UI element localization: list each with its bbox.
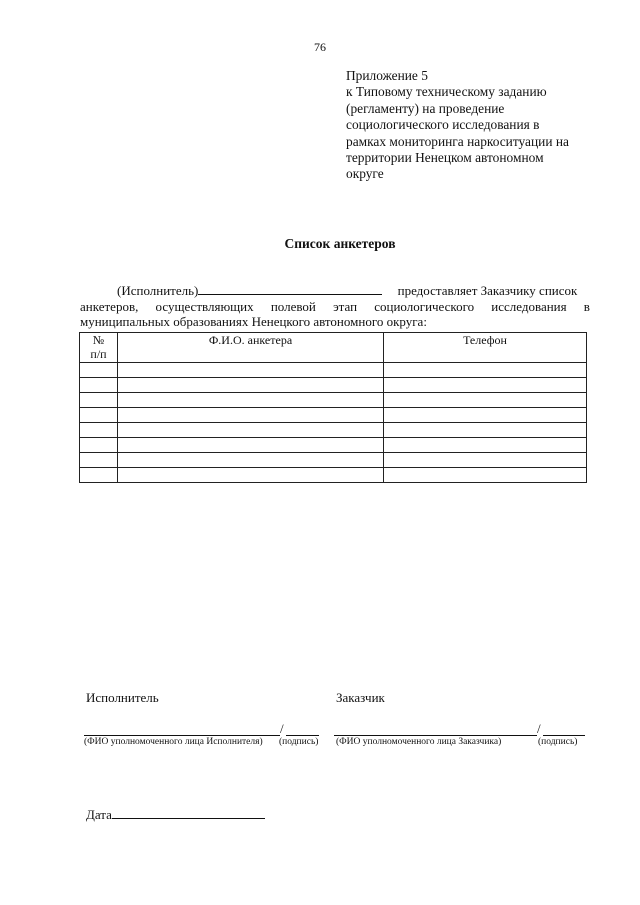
executor-label: (Исполнитель) <box>117 283 199 298</box>
intro-word: осуществляющих <box>155 298 254 314</box>
table-row <box>80 393 587 408</box>
row-name-cell[interactable] <box>118 378 384 393</box>
col-name-header: Ф.И.О. анкетера <box>118 333 384 363</box>
customer-sign-caption: (подпись) <box>538 737 578 747</box>
col-phone-header: Телефон <box>384 333 587 363</box>
row-phone-cell[interactable] <box>384 438 587 453</box>
table-body <box>80 363 587 483</box>
intro-line3: муниципальных образованиях Ненецкого автономного округа: <box>80 314 427 329</box>
appendix-line: территории Ненецком автономном <box>346 150 544 166</box>
table-header-row <box>80 333 587 363</box>
table-row <box>80 468 587 483</box>
executor-sign-caption: (подпись) <box>279 737 319 747</box>
intro-word: полевой <box>270 298 316 314</box>
table-row <box>80 408 587 423</box>
date-label: Дата <box>86 807 112 822</box>
customer-slash: / <box>537 721 541 736</box>
customer-name-line[interactable] <box>334 734 537 736</box>
row-phone-cell[interactable] <box>384 393 587 408</box>
row-number-cell[interactable] <box>80 408 118 423</box>
row-phone-cell[interactable] <box>384 423 587 438</box>
table-row <box>80 423 587 438</box>
page-number: 76 <box>314 40 326 54</box>
appendix-line: рамках мониторинга наркоситуации на <box>346 133 569 149</box>
executor-signature-label: Исполнитель <box>86 690 159 705</box>
date-blank[interactable] <box>112 806 265 819</box>
intro-word: исследования <box>491 298 567 314</box>
row-phone-cell[interactable] <box>384 453 587 468</box>
row-phone-cell[interactable] <box>384 378 587 393</box>
row-name-cell[interactable] <box>118 468 384 483</box>
row-number-cell[interactable] <box>80 468 118 483</box>
row-name-cell[interactable] <box>118 408 384 423</box>
date-field <box>86 806 265 823</box>
intro-word: этап <box>333 298 358 314</box>
row-number-cell[interactable] <box>80 423 118 438</box>
appendix-line: социологического исследования в <box>346 117 540 133</box>
executor-slash: / <box>280 721 284 736</box>
intro-word: социологического <box>374 298 475 314</box>
customer-signature-line[interactable] <box>543 734 585 736</box>
row-phone-cell[interactable] <box>384 363 587 378</box>
table-row <box>80 378 587 393</box>
row-phone-cell[interactable] <box>384 408 587 423</box>
intro-paragraph <box>80 282 590 330</box>
appendix-line: (регламенту) на проведение <box>346 100 505 116</box>
row-name-cell[interactable] <box>118 363 384 378</box>
executor-name-caption: (ФИО уполномоченного лица Исполнителя) <box>84 737 263 747</box>
row-number-cell[interactable] <box>80 453 118 468</box>
anketers-table <box>79 332 587 483</box>
customer-signature-label: Заказчик <box>336 690 385 705</box>
table-row <box>80 453 587 468</box>
row-number-cell[interactable] <box>80 363 118 378</box>
executor-signature-line[interactable] <box>286 734 319 736</box>
table-row <box>80 363 587 378</box>
row-name-cell[interactable] <box>118 423 384 438</box>
executor-name-line[interactable] <box>84 734 280 736</box>
row-name-cell[interactable] <box>118 393 384 408</box>
appendix-line: Приложение 5 <box>346 68 428 83</box>
row-number-cell[interactable] <box>80 393 118 408</box>
customer-name-caption: (ФИО уполномоченного лица Заказчика) <box>336 737 502 747</box>
row-number-cell[interactable] <box>80 438 118 453</box>
row-name-cell[interactable] <box>118 438 384 453</box>
table-row <box>80 438 587 453</box>
appendix-line: округе <box>346 166 384 182</box>
appendix-heading <box>346 68 606 183</box>
document-title: Список анкетеров <box>284 236 396 251</box>
col-number-header-line: № <box>92 333 105 347</box>
row-number-cell[interactable] <box>80 378 118 393</box>
intro-word: в <box>583 298 590 314</box>
intro-line1-tail: предоставляет Заказчику список <box>397 283 578 298</box>
intro-line2 <box>80 299 590 315</box>
intro-word: анкетеров, <box>80 298 139 314</box>
appendix-line: к Типовому техническому заданию <box>346 84 547 100</box>
col-number-header <box>80 333 118 363</box>
executor-blank[interactable] <box>198 282 382 295</box>
row-phone-cell[interactable] <box>384 468 587 483</box>
row-name-cell[interactable] <box>118 453 384 468</box>
col-number-header-line: п/п <box>90 347 107 361</box>
